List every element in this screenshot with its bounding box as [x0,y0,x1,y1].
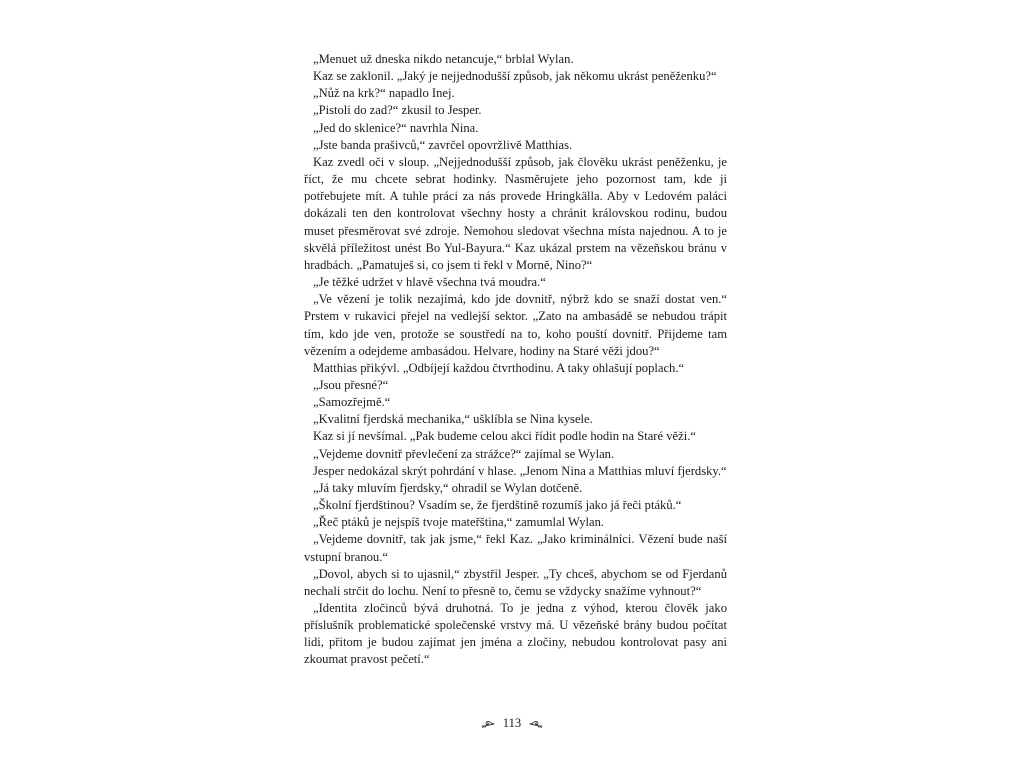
paragraph: „Jsou přesné?“ [313,377,389,392]
paragraph: „Samozřejmě.“ [313,395,391,410]
paragraph: „Menuet už dneska nikdo netancuje,“ brblal Wylan. [313,52,574,66]
paragraph: Jesper nedokázal skrýt pohrdání v hlase. „Jenom Nina a Matthias mluví fjerdsky.“ [313,463,727,478]
paragraph: „Je těžké udržet v hlavě všechna tvá moudra.“ [313,275,546,290]
paragraph: Kaz se zaklonil. „Jaký je nejjednodušší způsob, jak někomu ukrást peněženku?“ [313,69,717,84]
paragraph: Kaz si jí nevšímal. „Pak budeme celou akci řídit podle hodin na Staré věži.“ [313,429,696,444]
paragraph: „Já taky mluvím fjerdsky,“ ohradil se Wylan dotčeně. [313,480,583,495]
paragraph: „Ve vězení je tolik nezajímá, kdo jde dovnitř, nýbrž kdo se snaží dostat ven.“ Prstem v rukavici přejel na vedlejší sektor. „Zato na ambasádě se nebudou trápit tím, kdo jde ven, protože se soustředí na to, koho pouští dovnitř. Přijdeme tam vězením a odejdeme ambasádou. Helvare, hodiny na Staré věži jdou?“ [304,292,727,358]
body-text [304,51,727,669]
paragraph: „Jste banda prašivců,“ zavrčel opovržlivě Matthias. [313,137,573,152]
paragraph: „Jed do sklenice?“ navrhla Nina. [313,120,479,135]
paragraph: „Vejdeme dovnitř, tak jak jsme,“ řekl Kaz. „Jako kriminálníci. Vězení bude naší vstupní branou.“ [304,532,727,564]
paragraph: „Řeč ptáků je nejspíš tvoje mateřština,“ zamumlal Wylan. [313,515,605,530]
right-flourish-icon [529,720,543,728]
paragraph: „Nůž na krk?“ napadlo Inej. [313,86,455,101]
paragraph: „Školní fjerdštinou? Vsadím se, že fjerdštině rozumíš jako já řeči ptáků.“ [313,498,682,513]
paragraph: Matthias přikývl. „Odbíjejí každou čtvrthodinu. A taky ohlašují poplach.“ [313,360,685,375]
left-flourish-icon [481,720,495,728]
paragraph: „Dovol, abych si to ujasnil,“ zbystřil Jesper. „Ty chceš, abychom se od Fjerdanů nechali strčit do lochu. Není to přesně to, čemu se vždycky snažíme vyhnout?“ [304,566,727,598]
paragraph: „Identita zločinců bývá druhotná. To je jedna z výhod, kterou člověk jako příslušník problematické společenské vrstvy má. U vězeňské brány budou počítat lidi, přitom je budou zajímat jen jména a zločiny, nebudou kontrolovat pasy ani zkoumat pravost pečetí.“ [304,601,727,667]
page-number: 113 [502,716,522,730]
page-footer [0,716,1024,731]
paragraph: Kaz zvedl oči v sloup. „Nejjednodušší způsob, jak člověku ukrást peněženku, je říct, že mu chcete sebrat hodinky. Nasměrujete jeho pozornost tam, kde ji potřebujete mít. A tuhle práci za nás provede Hringkälla. Aby v Ledovém paláci dokázali ten den kontrolovat všechny hosty a chránit královskou rodinu, budou muset přesměrovat své zdroje. Nemohou sledovat všechna místa najednou. A to je skvělá příležitost unést Bo Yul-Bayura.“ Kaz ukázal prstem na vězeňskou bránu v hradbách. „Pamatuješ si, co jsem ti řekl v Morně, Nino?“ [304,154,727,272]
paragraph: „Vejdeme dovnitř převlečení za strážce?“ zajímal se Wylan. [313,446,615,461]
paragraph: „Pistoli do zad?“ zkusil to Jesper. [313,103,482,118]
paragraph: „Kvalitní fjerdská mechanika,“ ušklíbla se Nina kysele. [313,412,593,427]
